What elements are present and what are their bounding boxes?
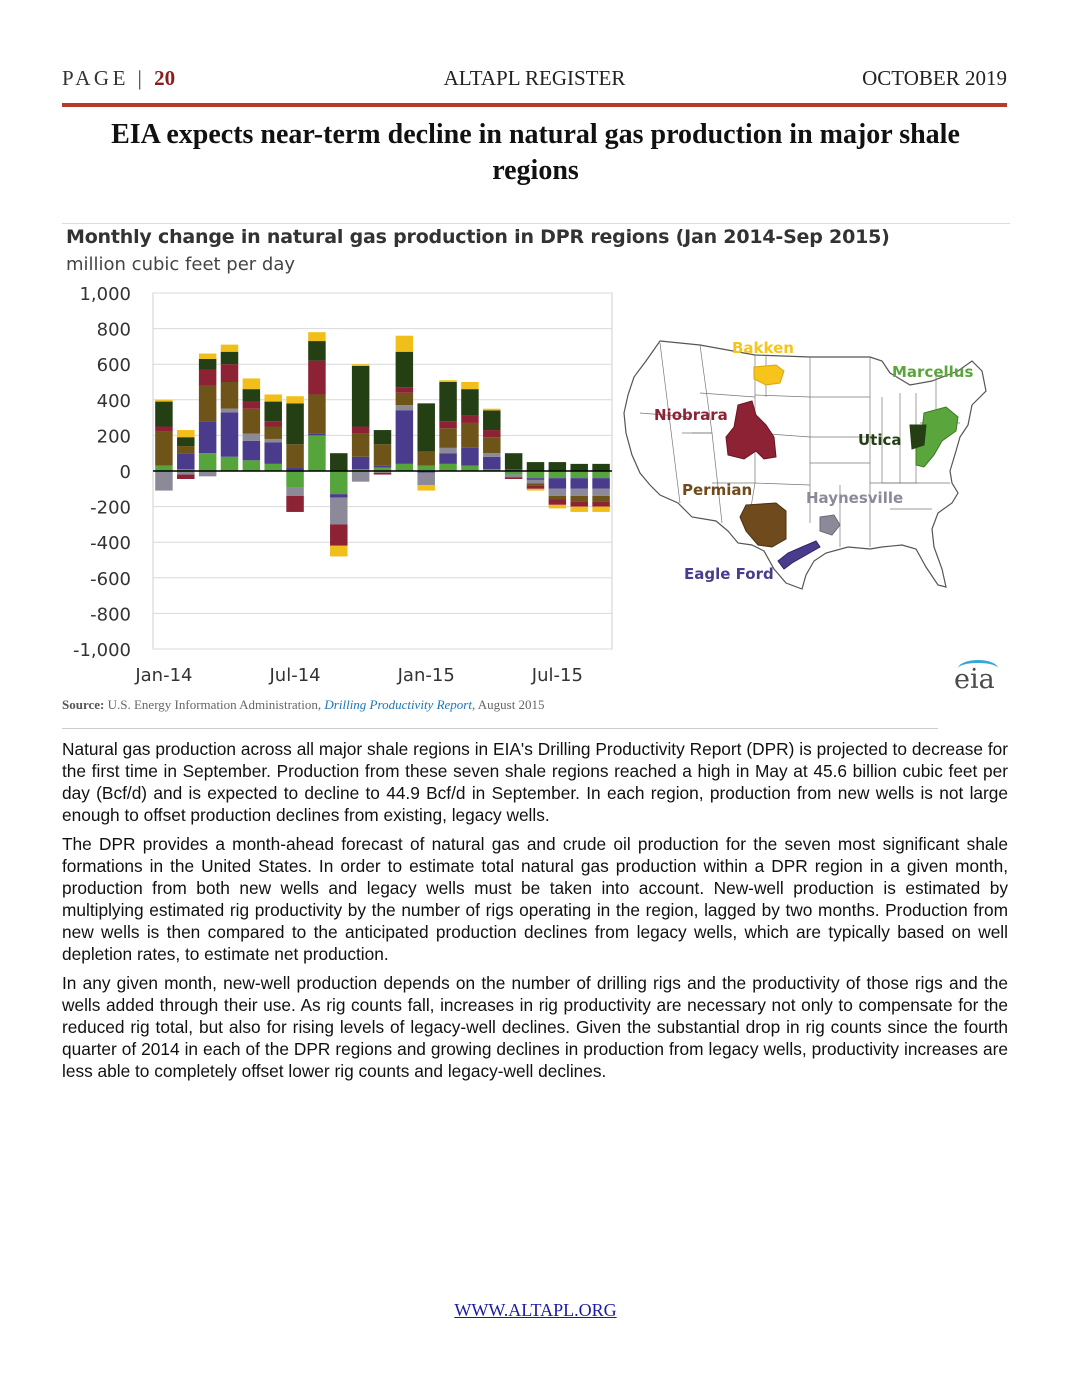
- source-rule: [62, 728, 938, 729]
- bar-segment: [177, 446, 194, 453]
- bar-segment: [177, 437, 194, 446]
- bar-segment: [199, 471, 216, 476]
- bar-segment: [264, 421, 281, 426]
- header-rule: [62, 103, 1007, 107]
- bar-segment: [243, 460, 260, 471]
- body-paragraph: The DPR provides a month-ahead forecast of natural gas and crude oil production for the seven most significant shale formations in the United States. In order to estimate total natural gas production within a DPR region in a given month, production from both new wells and legacy wells must be taken into account. New-well production is estimated by multiplying estimated rig productivity by the number of rigs operating in the region, lagged by two months. Production from new wells is then compared to the anticipated production declines from legacy wells, which are typically based on well depletion rates, to estimate net production.: [62, 834, 1008, 964]
- bar-segment: [374, 430, 391, 444]
- bar-segment: [374, 444, 391, 465]
- eia-logo-text: eia: [954, 664, 995, 695]
- bar-segment: [549, 471, 566, 478]
- footer-website-link[interactable]: WWW.ALTAPL.ORG: [454, 1300, 617, 1320]
- bar-segment: [199, 359, 216, 370]
- page-header: [62, 66, 1007, 94]
- marcellus-label: Marcellus: [892, 363, 974, 381]
- bar-segment: [308, 394, 325, 433]
- bar-segment: [264, 427, 281, 439]
- bar-segment: [570, 501, 587, 506]
- bar-segment: [439, 453, 456, 464]
- bar-segment: [505, 453, 522, 469]
- bar-segment: [483, 410, 500, 430]
- bar-segment: [330, 546, 347, 557]
- bar-segment: [243, 378, 260, 389]
- bar-segment: [396, 393, 413, 405]
- x-tick-label: Jan-15: [397, 665, 455, 686]
- bar-segment: [330, 471, 347, 494]
- bar-segment: [396, 336, 413, 352]
- bar-segment: [221, 457, 238, 471]
- bar-segment: [592, 464, 609, 471]
- y-tick-label: -200: [90, 497, 131, 519]
- bar-segment: [177, 475, 194, 479]
- body-paragraph: Natural gas production across all major shale regions in EIA's Drilling Productivity Report (DPR) is projected to decrease for the first time in September. Production from these seven shale regions reached a high in May at 45.6 billion cubic feet per day (Bcf/d) and is expected to decline to 44.9 Bcf/d in September. In each region, production from new wells is not large enough to offset production declines from existing, legacy wells.: [62, 739, 1008, 825]
- bar-segment: [308, 332, 325, 341]
- body-paragraph: In any given month, new-well production depends on the number of drilling rigs and the productivity of those rigs and the wells added through their use. As rig counts fall, increases in rig productivity are necessary not only to compensate for the reduced rig total, but also for rising levels of legacy-well declines. Given the substantial drop in rig counts since the fourth quarter of 2014 in each of the DPR regions and growing declines in production from legacy wells, productivity increases are less able to completely offset lower rig counts and legacy-well declines.: [62, 973, 1008, 1081]
- bar-segment: [264, 402, 281, 422]
- bar-segment: [286, 444, 303, 467]
- bar-segment: [396, 352, 413, 388]
- bar-segment: [505, 475, 522, 478]
- bar-segment: [461, 382, 478, 389]
- bar-segment: [352, 457, 369, 469]
- bar-segment: [308, 341, 325, 361]
- bar-segment: [592, 478, 609, 489]
- bar-segment: [396, 410, 413, 463]
- y-tick-label: 1,000: [79, 284, 131, 305]
- bar-segment: [155, 402, 172, 427]
- bar-segment: [396, 464, 413, 471]
- source-text: U.S. Energy Information Administration,: [107, 697, 322, 712]
- y-tick-label: -1,000: [72, 640, 131, 661]
- x-tick-label: Jul-14: [269, 665, 321, 686]
- bar-segment: [243, 434, 260, 441]
- bar-segment: [155, 471, 172, 491]
- y-tick-label: 400: [96, 390, 131, 412]
- bar-segment: [417, 466, 434, 471]
- bar-segment: [439, 380, 456, 382]
- haynesville-label: Haynesville: [806, 489, 904, 507]
- bar-segment: [330, 494, 347, 498]
- bar-segment: [243, 389, 260, 401]
- bar-segment: [264, 443, 281, 464]
- bar-segment: [570, 478, 587, 489]
- bar-segment: [352, 366, 369, 427]
- bar-segment: [461, 389, 478, 416]
- bakken-label: Bakken: [732, 339, 794, 357]
- bar-segment: [549, 496, 566, 500]
- bar-segment: [439, 428, 456, 448]
- bar-segment: [199, 453, 216, 471]
- bar-segment: [592, 489, 609, 496]
- page-number: 20: [154, 66, 176, 90]
- niobrara-label: Niobrara: [654, 406, 728, 424]
- issue-date: OCTOBER 2019: [862, 66, 1007, 90]
- bar-segment: [221, 382, 238, 409]
- bar-segment: [199, 354, 216, 359]
- bar-segment: [264, 439, 281, 443]
- bar-segment: [483, 453, 500, 457]
- source-label: Source:: [62, 697, 105, 712]
- bar-segment: [221, 412, 238, 457]
- bar-segment: [570, 464, 587, 471]
- bar-segment: [155, 466, 172, 471]
- bar-segment: [330, 524, 347, 545]
- bar-segment: [308, 435, 325, 471]
- bar-segment: [549, 499, 566, 504]
- bar-segment: [243, 402, 260, 409]
- bar-segment: [483, 409, 500, 411]
- bar-segment: [461, 423, 478, 448]
- bar-segment: [527, 485, 544, 489]
- stacked-bar-chart: [60, 280, 620, 690]
- bar-segment: [352, 364, 369, 366]
- bar-segment: [570, 496, 587, 501]
- bar-segment: [155, 427, 172, 432]
- page-footer: [0, 1300, 1071, 1321]
- bar-segment: [461, 448, 478, 466]
- eagle-ford-label: Eagle Ford: [684, 565, 774, 583]
- publication-name: ALTAPL REGISTER: [443, 66, 626, 90]
- bar-segment: [286, 403, 303, 444]
- x-tick-label: Jul-15: [531, 665, 583, 686]
- bar-segment: [221, 364, 238, 382]
- bar-segment: [439, 421, 456, 428]
- permian-label: Permian: [682, 481, 753, 499]
- bar-segment: [461, 466, 478, 471]
- bar-segment: [177, 430, 194, 437]
- figure-source: [62, 697, 545, 713]
- bar-segment: [243, 441, 260, 461]
- bar-segment: [549, 462, 566, 471]
- x-tick-label: Jan-14: [135, 665, 193, 686]
- bar-segment: [396, 405, 413, 410]
- source-date: , August 2015: [471, 697, 545, 712]
- bar-segment: [527, 489, 544, 491]
- bar-segment: [461, 416, 478, 423]
- bar-segment: [374, 473, 391, 475]
- utica-label: Utica: [858, 431, 902, 449]
- bar-segment: [417, 485, 434, 490]
- bar-segment: [286, 496, 303, 512]
- bar-segment: [592, 507, 609, 512]
- bar-segment: [549, 489, 566, 496]
- bar-segment: [308, 361, 325, 395]
- bar-segment: [308, 434, 325, 436]
- bar-segment: [439, 448, 456, 453]
- bar-segment: [199, 386, 216, 422]
- bar-segment: [374, 466, 391, 468]
- page-number-label: PAGE | 20: [62, 66, 176, 90]
- y-tick-label: 0: [119, 462, 131, 483]
- bar-segment: [264, 464, 281, 471]
- bar-segment: [592, 501, 609, 506]
- bar-segment: [243, 409, 260, 434]
- bar-segment: [286, 471, 303, 487]
- bar-segment: [286, 487, 303, 496]
- y-tick-label: -800: [90, 604, 131, 626]
- bar-segment: [396, 387, 413, 392]
- bar-segment: [549, 505, 566, 509]
- chart-subtitle: million cubic feet per day: [66, 254, 296, 275]
- bar-segment: [483, 457, 500, 469]
- bar-segment: [483, 437, 500, 453]
- y-tick-label: -600: [90, 568, 131, 590]
- bar-segment: [199, 421, 216, 453]
- bar-segment: [483, 430, 500, 437]
- bar-segment: [330, 498, 347, 525]
- bar-segment: [155, 400, 172, 402]
- bar-segment: [570, 507, 587, 512]
- bar-segment: [417, 473, 434, 485]
- bar-segment: [221, 352, 238, 364]
- y-tick-label: 600: [96, 355, 131, 377]
- bar-segment: [417, 451, 434, 465]
- bar-segment: [221, 409, 238, 413]
- bar-segment: [286, 396, 303, 403]
- bar-segment: [199, 370, 216, 386]
- y-tick-label: 800: [96, 319, 131, 341]
- bar-segment: [527, 471, 544, 478]
- bar-segment: [505, 477, 522, 479]
- us-shale-regions-map: [620, 333, 990, 593]
- bar-segment: [155, 432, 172, 466]
- bar-segment: [549, 478, 566, 489]
- bar-segment: [527, 462, 544, 471]
- bar-segment: [352, 471, 369, 482]
- bar-segment: [330, 453, 347, 471]
- y-tick-label: 200: [96, 426, 131, 448]
- bar-segment: [527, 483, 544, 485]
- source-report-link[interactable]: Drilling Productivity Report: [324, 697, 472, 712]
- bar-segment: [439, 464, 456, 471]
- y-tick-label: -400: [90, 533, 131, 555]
- bar-segment: [352, 427, 369, 434]
- bar-segment: [264, 394, 281, 401]
- bar-segment: [417, 403, 434, 451]
- article-body: [62, 738, 1008, 1089]
- article-title: EIA expects near-term decline in natural gas production in major shale regions: [111, 119, 960, 186]
- bar-segment: [439, 382, 456, 421]
- bar-segment: [527, 478, 544, 480]
- bar-segment: [177, 453, 194, 469]
- bar-segment: [570, 489, 587, 496]
- bar-segment: [570, 471, 587, 478]
- chart-title: Monthly change in natural gas production in DPR regions (Jan 2014-Sep 2015): [66, 226, 890, 248]
- bar-segment: [592, 471, 609, 478]
- bar-segment: [352, 434, 369, 457]
- bar-segment: [527, 480, 544, 484]
- bar-segment: [221, 345, 238, 352]
- eia-logo: [950, 658, 1005, 698]
- bar-segment: [592, 496, 609, 501]
